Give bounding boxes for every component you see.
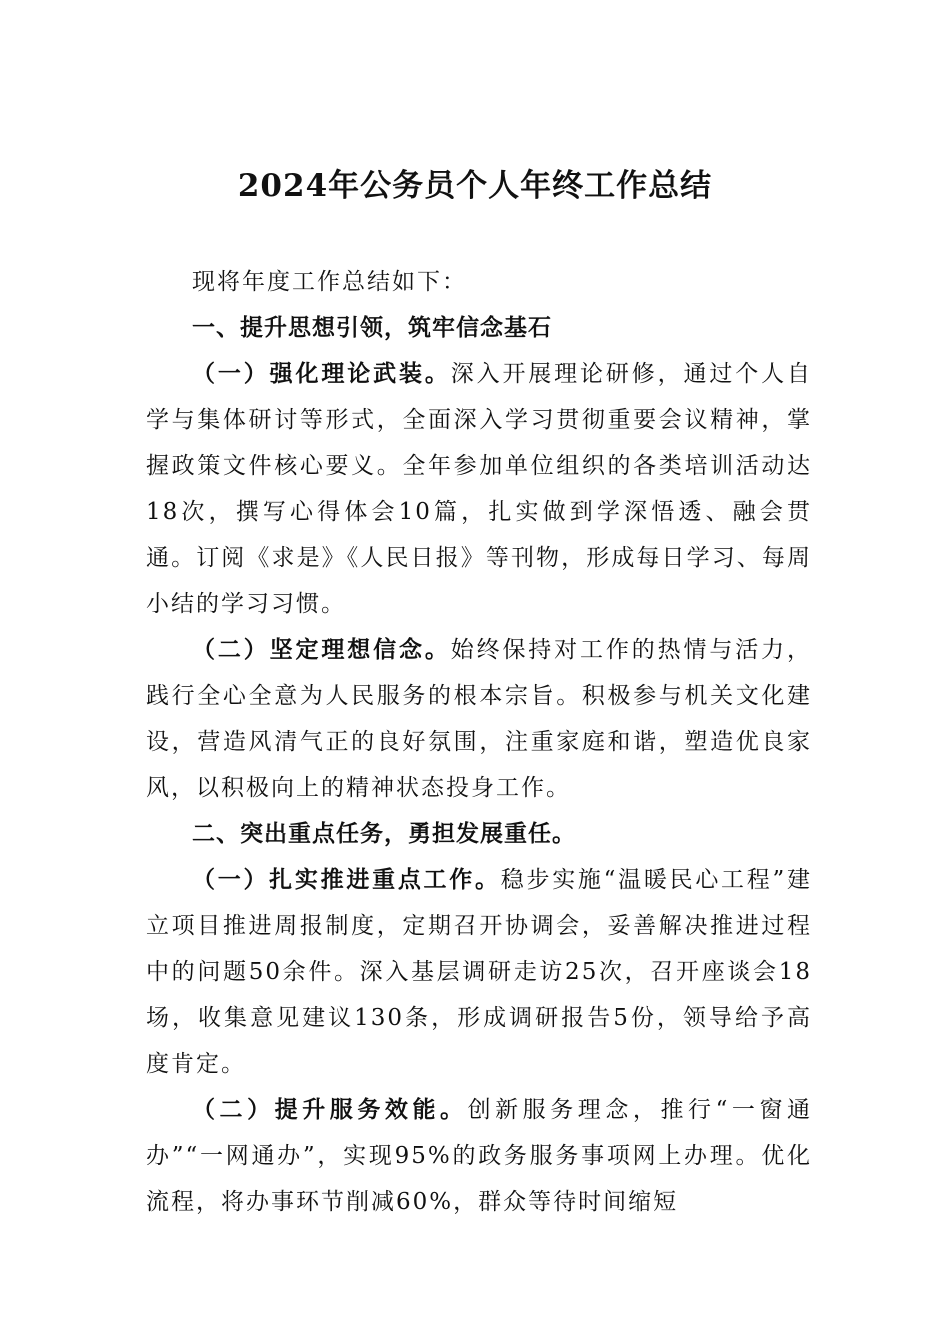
section2-p1-lead: （一）扎实推进重点工作。	[192, 867, 501, 893]
section2-p1-body: 稳步实施“温暖民心工程”建立项目推进周报制度，定期召开协调会，妥善解决推进过程中的问题50余件。深入基层调研走访25次，召开座谈会18场，收集意见建议130条，形成调研报告5份，领导给予高度肯定。	[146, 867, 812, 1077]
section1-p2-lead: （二）坚定理想信念。	[192, 637, 451, 663]
section2-heading: 二、突出重点任务，勇担发展重任。	[192, 821, 576, 847]
section2-paragraph-2	[146, 1087, 812, 1225]
section1-heading: 一、提升思想引领，筑牢信念基石	[192, 315, 552, 341]
document-body	[146, 259, 812, 1225]
document-title: 2024年公务员个人年终工作总结	[237, 168, 713, 204]
section2-p2-lead: （二）提升服务效能。	[192, 1097, 468, 1123]
intro-paragraph: 现将年度工作总结如下：	[192, 269, 467, 295]
section1-paragraph-1	[146, 351, 812, 627]
section1-p1-body: 深入开展理论研修，通过个人自学与集体研讨等形式，全面深入学习贯彻重要会议精神，掌握政策文件核心要义。全年参加单位组织的各类培训活动达18次，撰写心得体会10篇，扎实做到学深悟透、融会贯通。订阅《求是》《人民日报》等刊物，形成每日学习、每周小结的学习习惯。	[146, 361, 813, 617]
section1-p1-lead: （一）强化理论武装。	[192, 361, 451, 387]
section1-p2-body: 始终保持对工作的热情与活力，践行全心全意为人民服务的根本宗旨。积极参与机关文化建设，营造风清气正的良好氛围，注重家庭和谐，塑造优良家风，以积极向上的精神状态投身工作。	[146, 637, 813, 801]
section1-paragraph-2	[146, 627, 812, 811]
section2-paragraph-1	[146, 857, 812, 1087]
section2-p2-body: 创新服务理念，推行“一窗通办”“一网通办”，实现95%的政务服务事项网上办理。优化流程，将办事环节削减60%，群众等待时间缩短	[146, 1097, 812, 1215]
